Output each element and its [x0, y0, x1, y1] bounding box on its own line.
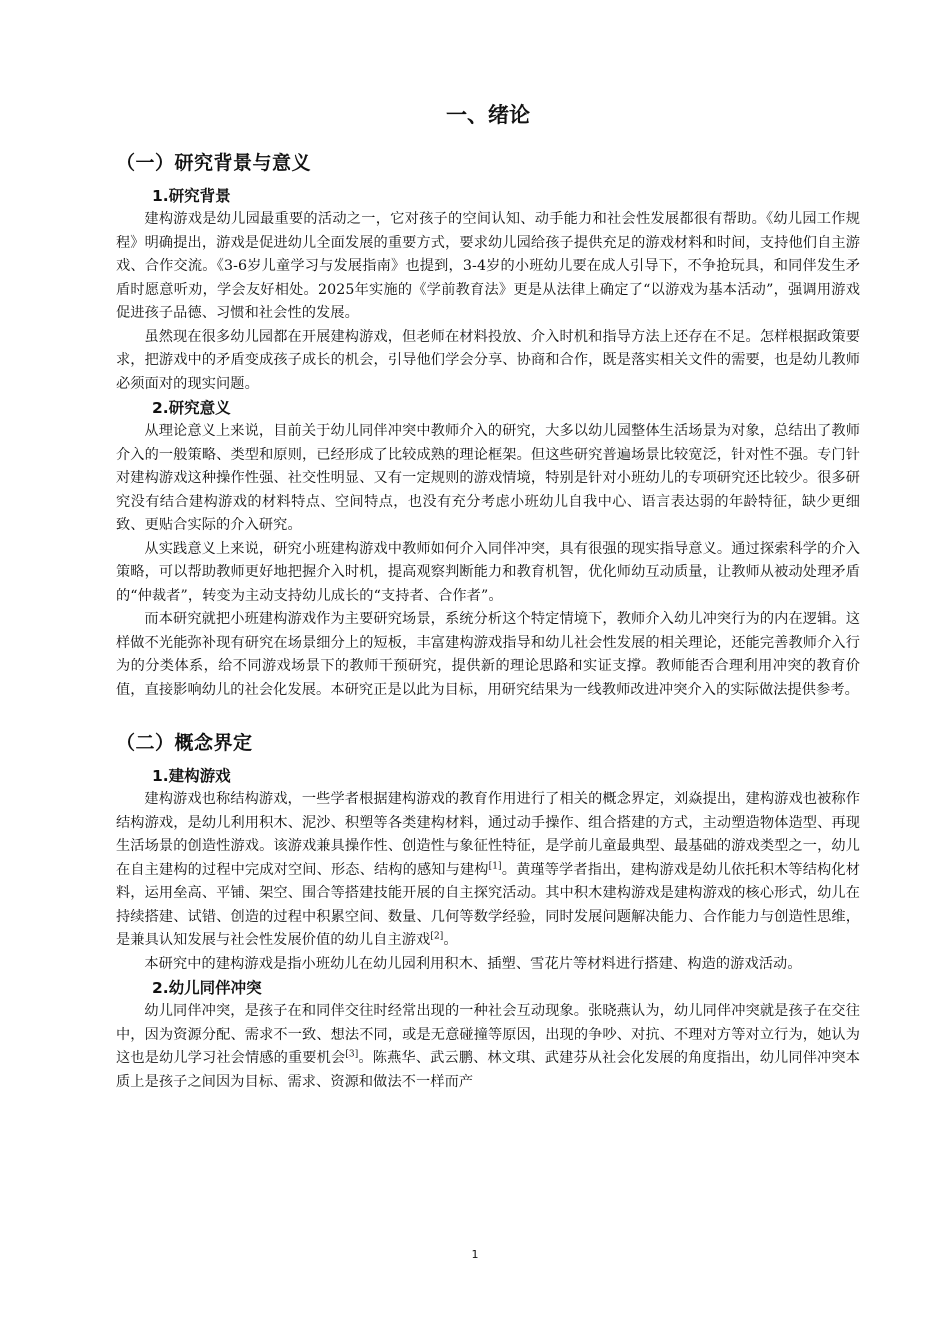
page-number: 1: [471, 1248, 479, 1261]
subsection-heading-research-background: 1.研究背景: [152, 187, 231, 205]
paragraph-text: 。陈燕华、武云鹏、林文琪、武建芬从社会化发展的角度指出，幼儿同伴冲突本质上是孩子之间因为目标、需求、资源和做法不一样而产: [116, 1050, 860, 1090]
paragraph-text: 。: [443, 932, 458, 948]
section-heading-concept-definition: （二）概念界定: [116, 732, 253, 754]
paragraph: 虽然现在很多幼儿园都在开展建构游戏，但老师在材料投放、介入时机和指导方法上还存在不足。怎样根据政策要求，把游戏中的矛盾变成孩子成长的机会，引导他们学会分享、协商和合作，既是落实相关文件的需要，也是幼儿教师必须面对的现实问题。: [116, 328, 860, 392]
paragraph: 建构游戏是幼儿园最重要的活动之一，它对孩子的空间认知、动手能力和社会性发展都很有帮助。《幼儿园工作规程》明确提出，游戏是促进幼儿全面发展的重要方式，要求幼儿园给孩子提供充足的游戏材料和时间，支持他们自主游戏、合作交流。《3-6岁儿童学习与发展指南》也提到，3-4岁的小班幼儿要在成人引导下，不争抢玩具，和同伴发生矛盾时愿意听劝，学会友好相处。2025年实施的《学前教育法》更是从法律上确定了“以游戏为基本活动”，强调用游戏促进孩子品德、习惯和社会性的发展。: [116, 211, 860, 321]
subsection-heading-peer-conflict: 2.幼儿同伴冲突: [152, 979, 262, 997]
page-content: [116, 100, 860, 1094]
paragraph-text: 幼儿同伴冲突，是孩子在和同伴交往时经常出现的一种社会互动现象。张晓燕认为，幼儿同伴冲突就是孩子在交往中，因为资源分配、需求不一致、想法不同，或是无意碰撞等原因，出现的争吵、对抗、不理对方等对立行为，她认为这也是幼儿学习社会情感的重要机会: [116, 1003, 860, 1066]
subsection-heading-construction-play: 1.建构游戏: [152, 767, 231, 785]
paragraph-with-citations: [116, 788, 860, 953]
paragraph-text: 建构游戏也称结构游戏，一些学者根据建构游戏的教育作用进行了相关的概念界定，刘焱提出，建构游戏也被称作结构游戏，是幼儿利用积木、泥沙、积塑等各类建构材料，通过动手操作、组合搭建的方式，主动塑造物体造型、再现生活场景的创造性游戏。该游戏兼具操作性、创造性与象征性特征，是学前儿童最典型、最基础的游戏类型之一，幼儿在自主建构的过程中完成对空间、形态、结构的感知与建构: [116, 791, 860, 878]
citation-ref-1: [1]: [488, 860, 502, 871]
citation-ref-3: [3]: [345, 1049, 359, 1060]
subsection-heading-research-significance: 2.研究意义: [152, 399, 231, 417]
paragraph-with-citations: [116, 1000, 860, 1094]
paragraph-text: 。黄瑾等学者指出，建构游戏是幼儿依托积木等结构化材料，运用垒高、平铺、架空、围合等搭建技能开展的自主探究活动。其中积木建构游戏是建构游戏的核心形式，幼儿在持续搭建、试错、创造的过程中积累空间、数量、几何等数学经验，同时发展问题解决能力、合作能力与创造性思维，是兼具认知发展与社会性发展价值的幼儿自主游戏: [116, 861, 860, 948]
citation-ref-2: [2]: [430, 931, 444, 942]
paragraph: 本研究中的建构游戏是指小班幼儿在幼儿园利用积木、插塑、雪花片等材料进行搭建、构造的游戏活动。: [144, 955, 802, 972]
paragraph: 而本研究就把小班建构游戏作为主要研究场景，系统分析这个特定情境下，教师介入幼儿冲突行为的内在逻辑。这样做不光能弥补现有研究在场景细分上的短板，丰富建构游戏指导和幼儿社会性发展的相关理论，还能完善教师介入行为的分类体系，给不同游戏场景下的教师干预研究，提供新的理论思路和实证支撑。教师能否合理利用冲突的教育价值，直接影响幼儿的社会化发展。本研究正是以此为目标，用研究结果为一线教师改进冲突介入的实际做法提供参考。: [116, 611, 860, 698]
chapter-title: 一、绪论: [446, 103, 530, 127]
paragraph: 从理论意义上来说，目前关于幼儿同伴冲突中教师介入的研究，大多以幼儿园整体生活场景为对象，总结出了教师介入的一般策略、类型和原则，已经形成了比较成熟的理论框架。但这些研究普遍场景比较宽泛，针对性不强。专门针对建构游戏这种操作性强、社交性明显、又有一定规则的游戏情境，特别是针对小班幼儿的专项研究还比较少。很多研究没有结合建构游戏的材料特点、空间特点，也没有充分考虑小班幼儿自我中心、语言表达弱的年龄特征，缺少更细致、更贴合实际的介入研究。: [116, 423, 860, 533]
section-heading-background-significance: （一）研究背景与意义: [116, 152, 312, 174]
paragraph: 从实践意义上来说，研究小班建构游戏中教师如何介入同伴冲突，具有很强的现实指导意义。通过探索科学的介入策略，可以帮助教师更好地把握介入时机，提高观察判断能力和教育机智，优化师幼互动质量，让教师从被动处理矛盾的“仲裁者”，转变为主动支持幼儿成长的“支持者、合作者”。: [116, 540, 860, 604]
